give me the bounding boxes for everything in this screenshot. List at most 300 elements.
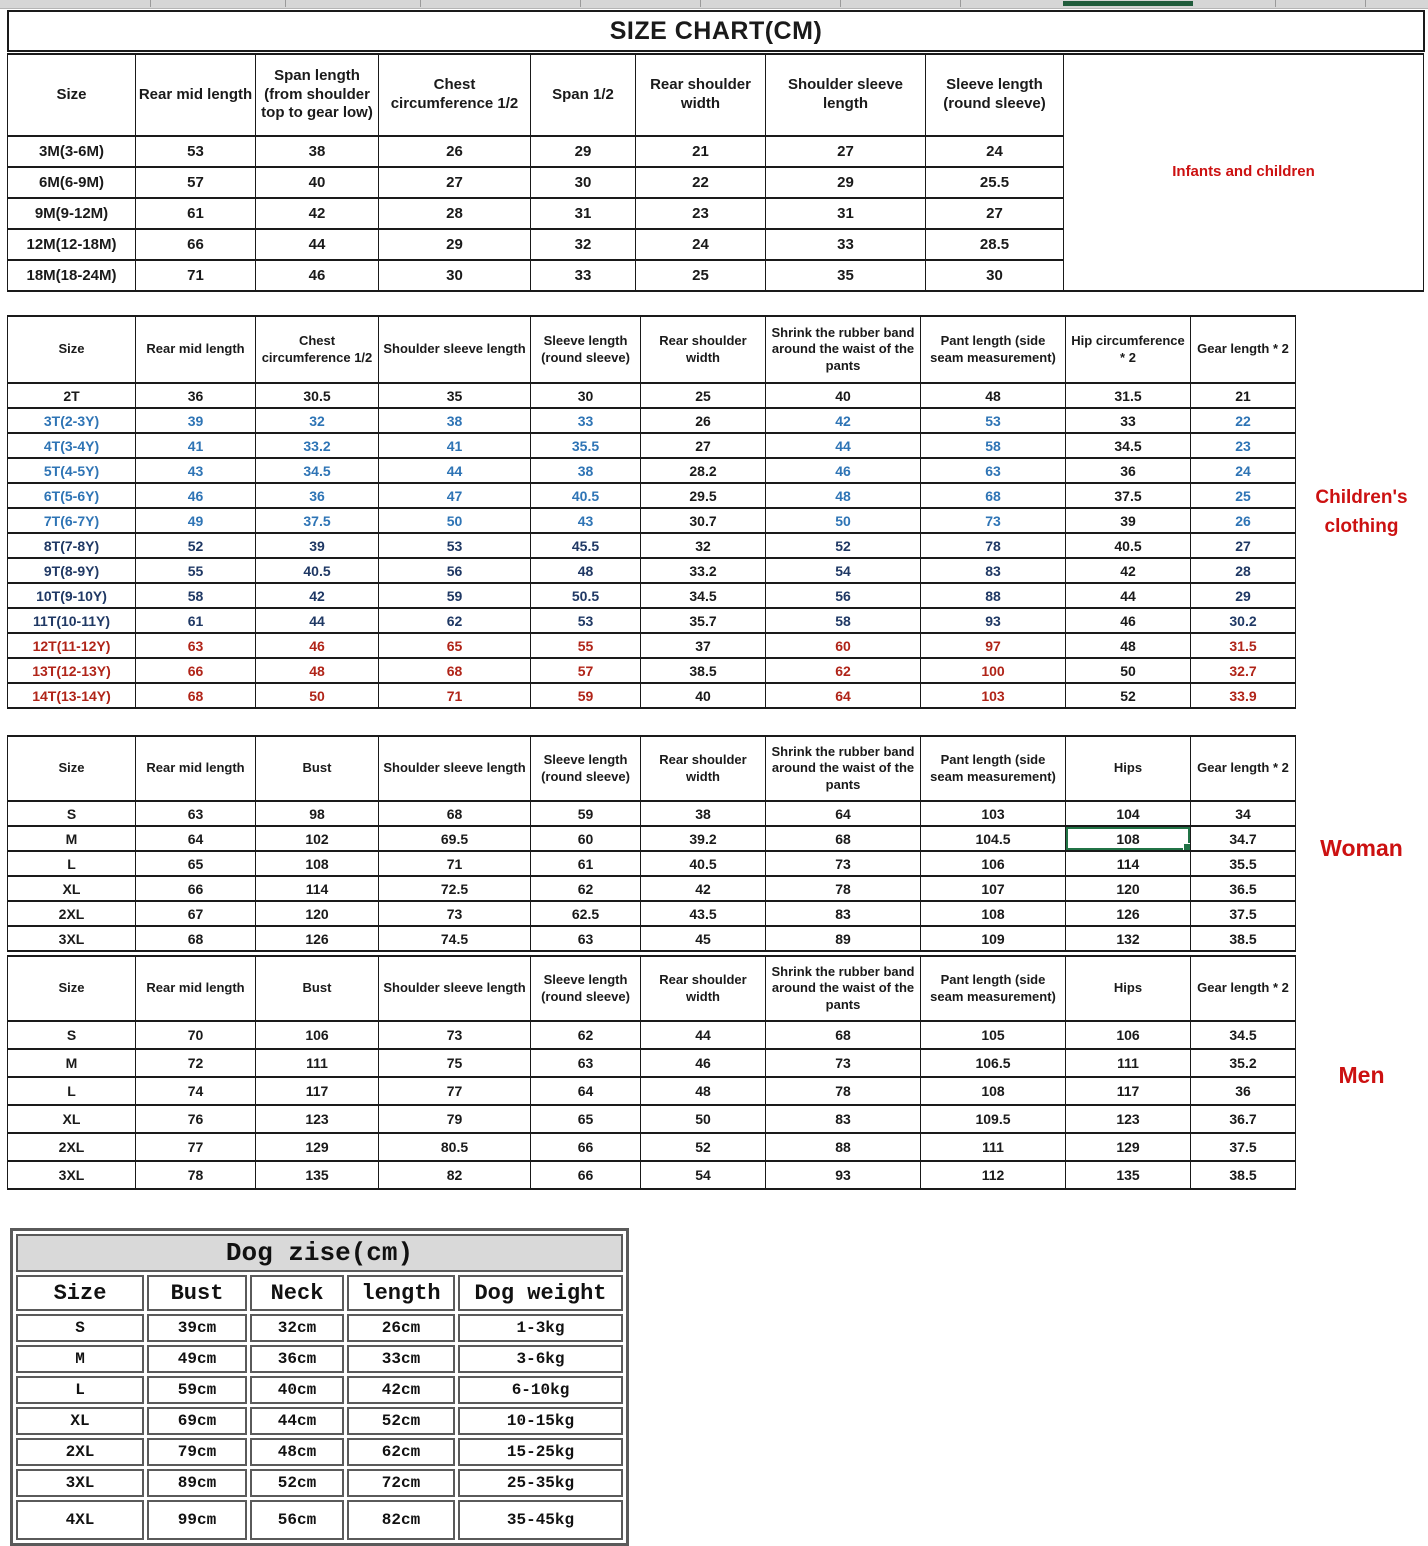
data-table bbox=[7, 955, 1296, 1190]
value-cell: 82cm bbox=[347, 1500, 455, 1540]
size-cell: 10T(9-10Y) bbox=[8, 583, 136, 608]
value-cell: 34.5 bbox=[1191, 1021, 1296, 1049]
value-cell: 52 bbox=[641, 1133, 766, 1161]
table-row bbox=[8, 851, 1296, 876]
value-cell: 89 bbox=[766, 926, 921, 951]
column-header: Size bbox=[8, 316, 136, 383]
value-cell: 50 bbox=[256, 683, 379, 708]
value-cell: 80.5 bbox=[379, 1133, 531, 1161]
value-cell: 27 bbox=[926, 198, 1064, 229]
size-cell: 5T(4-5Y) bbox=[8, 458, 136, 483]
size-cell: 3XL bbox=[8, 1161, 136, 1189]
value-cell: 106 bbox=[256, 1021, 379, 1049]
value-cell: 73 bbox=[379, 901, 531, 926]
value-cell: 63 bbox=[921, 458, 1066, 483]
value-cell: 26 bbox=[379, 136, 531, 167]
value-cell: 30 bbox=[531, 383, 641, 408]
column-header: Shrink the rubber band around the waist of the pants bbox=[766, 736, 921, 801]
value-cell: 48 bbox=[766, 483, 921, 508]
infants-size-table bbox=[7, 53, 1424, 292]
grid-top-strip bbox=[0, 0, 1428, 9]
value-cell: 129 bbox=[256, 1133, 379, 1161]
value-cell: 37.5 bbox=[1191, 901, 1296, 926]
table-row bbox=[8, 633, 1296, 658]
value-cell: 99cm bbox=[147, 1500, 247, 1540]
size-cell: M bbox=[8, 826, 136, 851]
value-cell: 102 bbox=[256, 826, 379, 851]
size-cell: 2XL bbox=[8, 901, 136, 926]
column-header: Pant length (side seam measurement) bbox=[921, 736, 1066, 801]
value-cell: 33 bbox=[531, 260, 636, 291]
size-cell: 4T(3-4Y) bbox=[8, 433, 136, 458]
value-cell: 33cm bbox=[347, 1345, 455, 1373]
column-header: Bust bbox=[147, 1275, 247, 1311]
value-cell: 59 bbox=[379, 583, 531, 608]
table-row bbox=[16, 1345, 623, 1373]
value-cell: 55 bbox=[136, 558, 256, 583]
value-cell: 40 bbox=[641, 683, 766, 708]
size-cell: 12T(11-12Y) bbox=[8, 633, 136, 658]
value-cell: 120 bbox=[1066, 876, 1191, 901]
men-size-table bbox=[7, 955, 1296, 1190]
value-cell: 111 bbox=[1066, 1049, 1191, 1077]
value-cell: 29 bbox=[379, 229, 531, 260]
value-cell: 48 bbox=[1066, 633, 1191, 658]
value-cell: 34 bbox=[1191, 801, 1296, 826]
size-cell: S bbox=[16, 1314, 144, 1342]
column-header: Shoulder sleeve length bbox=[379, 316, 531, 383]
value-cell: 135 bbox=[1066, 1161, 1191, 1189]
size-cell: 11T(10-11Y) bbox=[8, 608, 136, 633]
table-row bbox=[8, 1077, 1296, 1105]
value-cell: 35.5 bbox=[531, 433, 641, 458]
value-cell: 48 bbox=[641, 1077, 766, 1105]
value-cell: 38.5 bbox=[641, 658, 766, 683]
table-row bbox=[8, 583, 1296, 608]
value-cell: 42 bbox=[766, 408, 921, 433]
value-cell: 62 bbox=[531, 876, 641, 901]
value-cell: 31.5 bbox=[1066, 383, 1191, 408]
value-cell: 72.5 bbox=[379, 876, 531, 901]
value-cell: 32 bbox=[256, 408, 379, 433]
value-cell: 135 bbox=[256, 1161, 379, 1189]
value-cell: 30 bbox=[531, 167, 636, 198]
value-cell: 26cm bbox=[347, 1314, 455, 1342]
column-header: Shoulder sleeve length bbox=[766, 54, 926, 136]
column-header: Gear length * 2 bbox=[1191, 736, 1296, 801]
value-cell: 42 bbox=[256, 198, 379, 229]
size-cell: 3T(2-3Y) bbox=[8, 408, 136, 433]
value-cell: 49 bbox=[136, 508, 256, 533]
value-cell: 44cm bbox=[250, 1407, 344, 1435]
table-row bbox=[8, 876, 1296, 901]
value-cell: 30 bbox=[926, 260, 1064, 291]
table-row bbox=[8, 458, 1296, 483]
value-cell: 40cm bbox=[250, 1376, 344, 1404]
value-cell: 36cm bbox=[250, 1345, 344, 1373]
column-header: Size bbox=[16, 1275, 144, 1311]
value-cell: 28 bbox=[1191, 558, 1296, 583]
value-cell: 21 bbox=[636, 136, 766, 167]
size-cell: 2XL bbox=[8, 1133, 136, 1161]
column-header: Rear shoulder width bbox=[641, 956, 766, 1021]
value-cell: 30.5 bbox=[256, 383, 379, 408]
value-cell: 68 bbox=[379, 801, 531, 826]
value-cell: 65 bbox=[531, 1105, 641, 1133]
value-cell: 31 bbox=[531, 198, 636, 229]
value-cell: 56 bbox=[379, 558, 531, 583]
value-cell: 111 bbox=[256, 1049, 379, 1077]
value-cell: 39 bbox=[136, 408, 256, 433]
table-row bbox=[8, 1105, 1296, 1133]
value-cell: 34.7 bbox=[1191, 826, 1296, 851]
value-cell: 42 bbox=[256, 583, 379, 608]
column-header: Shoulder sleeve length bbox=[379, 956, 531, 1021]
column-header: Chest circumference 1/2 bbox=[379, 54, 531, 136]
size-cell: M bbox=[16, 1345, 144, 1373]
value-cell: 78 bbox=[766, 1077, 921, 1105]
value-cell: 123 bbox=[256, 1105, 379, 1133]
column-header: Gear length * 2 bbox=[1191, 316, 1296, 383]
table-row bbox=[8, 608, 1296, 633]
value-cell: 61 bbox=[136, 198, 256, 229]
value-cell: 37.5 bbox=[256, 508, 379, 533]
value-cell: 33 bbox=[531, 408, 641, 433]
value-cell: 104 bbox=[1066, 801, 1191, 826]
value-cell: 15-25kg bbox=[458, 1438, 623, 1466]
value-cell: 117 bbox=[1066, 1077, 1191, 1105]
selected-column-indicator bbox=[1063, 1, 1193, 6]
size-cell: XL bbox=[8, 876, 136, 901]
value-cell: 38.5 bbox=[1191, 1161, 1296, 1189]
size-cell: L bbox=[16, 1376, 144, 1404]
value-cell: 42cm bbox=[347, 1376, 455, 1404]
value-cell: 82 bbox=[379, 1161, 531, 1189]
value-cell: 30.2 bbox=[1191, 608, 1296, 633]
data-table bbox=[7, 735, 1296, 952]
value-cell: 46 bbox=[256, 633, 379, 658]
value-cell: 43 bbox=[136, 458, 256, 483]
value-cell: 100 bbox=[921, 658, 1066, 683]
value-cell: 59 bbox=[531, 801, 641, 826]
value-cell: 22 bbox=[1191, 408, 1296, 433]
value-cell: 24 bbox=[636, 229, 766, 260]
size-cell: 6T(5-6Y) bbox=[8, 483, 136, 508]
size-cell: L bbox=[8, 851, 136, 876]
value-cell: 65 bbox=[379, 633, 531, 658]
data-table bbox=[7, 53, 1424, 292]
value-cell: 28 bbox=[379, 198, 531, 229]
grid-tick bbox=[285, 0, 286, 7]
value-cell: 73 bbox=[766, 851, 921, 876]
column-header: Pant length (side seam measurement) bbox=[921, 316, 1066, 383]
value-cell: 10-15kg bbox=[458, 1407, 623, 1435]
value-cell: 50 bbox=[766, 508, 921, 533]
value-cell: 39 bbox=[1066, 508, 1191, 533]
value-cell: 33.2 bbox=[256, 433, 379, 458]
value-cell: 52cm bbox=[250, 1469, 344, 1497]
value-cell: 23 bbox=[1191, 433, 1296, 458]
table-row bbox=[8, 1133, 1296, 1161]
value-cell: 37.5 bbox=[1066, 483, 1191, 508]
table-row bbox=[8, 483, 1296, 508]
value-cell: 63 bbox=[136, 633, 256, 658]
value-cell: 27 bbox=[1191, 533, 1296, 558]
value-cell: 64 bbox=[136, 826, 256, 851]
value-cell: 31.5 bbox=[1191, 633, 1296, 658]
value-cell: 69cm bbox=[147, 1407, 247, 1435]
size-cell: 3XL bbox=[16, 1469, 144, 1497]
value-cell: 25 bbox=[636, 260, 766, 291]
value-cell: 63 bbox=[531, 926, 641, 951]
value-cell: 78 bbox=[921, 533, 1066, 558]
value-cell: 50.5 bbox=[531, 583, 641, 608]
size-cell: 3XL bbox=[8, 926, 136, 951]
value-cell: 56cm bbox=[250, 1500, 344, 1540]
value-cell: 34.5 bbox=[1066, 433, 1191, 458]
table-row bbox=[16, 1438, 623, 1466]
value-cell: 109 bbox=[921, 926, 1066, 951]
value-cell: 103 bbox=[921, 683, 1066, 708]
value-cell: 30 bbox=[379, 260, 531, 291]
column-header: Shrink the rubber band around the waist of the pants bbox=[766, 316, 921, 383]
value-cell: 114 bbox=[1066, 851, 1191, 876]
table-row bbox=[8, 901, 1296, 926]
column-header: Span length (from shoulder top to gear low) bbox=[256, 54, 379, 136]
size-cell: 8T(7-8Y) bbox=[8, 533, 136, 558]
column-header: Bust bbox=[256, 736, 379, 801]
value-cell: 73 bbox=[379, 1021, 531, 1049]
value-cell: 36.5 bbox=[1191, 876, 1296, 901]
value-cell: 78 bbox=[766, 876, 921, 901]
table-row bbox=[8, 1161, 1296, 1189]
value-cell: 58 bbox=[921, 433, 1066, 458]
column-header: Size bbox=[8, 54, 136, 136]
table-row bbox=[8, 1049, 1296, 1077]
value-cell: 1-3kg bbox=[458, 1314, 623, 1342]
value-cell: 109.5 bbox=[921, 1105, 1066, 1133]
value-cell: 126 bbox=[256, 926, 379, 951]
value-cell: 39 bbox=[256, 533, 379, 558]
value-cell: 44 bbox=[641, 1021, 766, 1049]
column-header: Dog weight bbox=[458, 1275, 623, 1311]
value-cell: 105 bbox=[921, 1021, 1066, 1049]
value-cell: 39cm bbox=[147, 1314, 247, 1342]
value-cell: 123 bbox=[1066, 1105, 1191, 1133]
value-cell: 66 bbox=[136, 229, 256, 260]
column-header: Shoulder sleeve length bbox=[379, 736, 531, 801]
value-cell: 25 bbox=[1191, 483, 1296, 508]
value-cell: 36 bbox=[136, 383, 256, 408]
value-cell: 40.5 bbox=[531, 483, 641, 508]
column-header: Rear mid length bbox=[136, 54, 256, 136]
size-cell: XL bbox=[16, 1407, 144, 1435]
value-cell: 68 bbox=[136, 683, 256, 708]
value-cell: 40 bbox=[256, 167, 379, 198]
value-cell: 38.5 bbox=[1191, 926, 1296, 951]
value-cell: 64 bbox=[531, 1077, 641, 1105]
value-cell: 71 bbox=[136, 260, 256, 291]
value-cell: 93 bbox=[921, 608, 1066, 633]
value-cell: 62cm bbox=[347, 1438, 455, 1466]
value-cell: 74 bbox=[136, 1077, 256, 1105]
size-chart-title-bar bbox=[7, 10, 1425, 52]
value-cell: 36 bbox=[1066, 458, 1191, 483]
table-row bbox=[8, 558, 1296, 583]
value-cell: 28.5 bbox=[926, 229, 1064, 260]
value-cell: 69.5 bbox=[379, 826, 531, 851]
value-cell: 44 bbox=[379, 458, 531, 483]
value-cell: 57 bbox=[136, 167, 256, 198]
table-row bbox=[8, 433, 1296, 458]
value-cell: 40.5 bbox=[1066, 533, 1191, 558]
value-cell: 46 bbox=[256, 260, 379, 291]
column-header: Hip circumference * 2 bbox=[1066, 316, 1191, 383]
selected-cell: 108 bbox=[1066, 826, 1191, 851]
value-cell: 68 bbox=[136, 926, 256, 951]
value-cell: 25.5 bbox=[926, 167, 1064, 198]
column-header: Pant length (side seam measurement) bbox=[921, 956, 1066, 1021]
value-cell: 120 bbox=[256, 901, 379, 926]
value-cell: 40.5 bbox=[256, 558, 379, 583]
value-cell: 3-6kg bbox=[458, 1345, 623, 1373]
value-cell: 68 bbox=[921, 483, 1066, 508]
size-cell: S bbox=[8, 801, 136, 826]
value-cell: 26 bbox=[1191, 508, 1296, 533]
table-row bbox=[8, 926, 1296, 951]
value-cell: 61 bbox=[136, 608, 256, 633]
value-cell: 88 bbox=[766, 1133, 921, 1161]
value-cell: 37 bbox=[641, 633, 766, 658]
column-header: Neck bbox=[250, 1275, 344, 1311]
value-cell: 60 bbox=[531, 826, 641, 851]
table-row bbox=[8, 508, 1296, 533]
table-row bbox=[8, 826, 1296, 851]
value-cell: 38 bbox=[379, 408, 531, 433]
column-header: Rear shoulder width bbox=[641, 316, 766, 383]
value-cell: 32.7 bbox=[1191, 658, 1296, 683]
column-header: Size bbox=[8, 736, 136, 801]
grid-tick bbox=[840, 0, 841, 7]
size-cell: 7T(6-7Y) bbox=[8, 508, 136, 533]
value-cell: 54 bbox=[641, 1161, 766, 1189]
value-cell: 24 bbox=[926, 136, 1064, 167]
dog-table bbox=[10, 1228, 629, 1546]
value-cell: 40 bbox=[766, 383, 921, 408]
value-cell: 117 bbox=[256, 1077, 379, 1105]
value-cell: 24 bbox=[1191, 458, 1296, 483]
value-cell: 41 bbox=[136, 433, 256, 458]
value-cell: 23 bbox=[636, 198, 766, 229]
size-cell: 13T(12-13Y) bbox=[8, 658, 136, 683]
table-row bbox=[8, 383, 1296, 408]
value-cell: 106.5 bbox=[921, 1049, 1066, 1077]
grid-tick bbox=[150, 0, 151, 7]
value-cell: 35.7 bbox=[641, 608, 766, 633]
size-cell: 3M(3-6M) bbox=[8, 136, 136, 167]
column-header: Sleeve length (round sleeve) bbox=[531, 316, 641, 383]
value-cell: 31 bbox=[766, 198, 926, 229]
value-cell: 68 bbox=[766, 826, 921, 851]
value-cell: 32cm bbox=[250, 1314, 344, 1342]
children-size-table bbox=[7, 315, 1296, 709]
value-cell: 83 bbox=[766, 1105, 921, 1133]
column-header: Sleeve length (round sleeve) bbox=[926, 54, 1064, 136]
value-cell: 26 bbox=[641, 408, 766, 433]
value-cell: 35.2 bbox=[1191, 1049, 1296, 1077]
value-cell: 35-45kg bbox=[458, 1500, 623, 1540]
value-cell: 111 bbox=[921, 1133, 1066, 1161]
value-cell: 52cm bbox=[347, 1407, 455, 1435]
value-cell: 53 bbox=[136, 136, 256, 167]
table-row bbox=[16, 1407, 623, 1435]
column-header: Bust bbox=[256, 956, 379, 1021]
table-row bbox=[8, 801, 1296, 826]
value-cell: 74.5 bbox=[379, 926, 531, 951]
value-cell: 62 bbox=[766, 658, 921, 683]
table-row bbox=[16, 1376, 623, 1404]
value-cell: 93 bbox=[766, 1161, 921, 1189]
value-cell: 52 bbox=[136, 533, 256, 558]
value-cell: 56 bbox=[766, 583, 921, 608]
column-header: Chest circumference 1/2 bbox=[256, 316, 379, 383]
table-row bbox=[8, 408, 1296, 433]
value-cell: 25 bbox=[641, 383, 766, 408]
woman-label: Woman bbox=[1320, 835, 1403, 861]
value-cell: 61 bbox=[531, 851, 641, 876]
value-cell: 108 bbox=[256, 851, 379, 876]
size-cell: 4XL bbox=[16, 1500, 144, 1540]
men-label: Men bbox=[1338, 1062, 1385, 1088]
value-cell: 40.5 bbox=[641, 851, 766, 876]
value-cell: 36.7 bbox=[1191, 1105, 1296, 1133]
value-cell: 43.5 bbox=[641, 901, 766, 926]
grid-tick bbox=[580, 0, 581, 7]
value-cell: 107 bbox=[921, 876, 1066, 901]
value-cell: 36 bbox=[1191, 1077, 1296, 1105]
table-row bbox=[8, 683, 1296, 708]
value-cell: 33.2 bbox=[641, 558, 766, 583]
size-cell: 18M(18-24M) bbox=[8, 260, 136, 291]
value-cell: 29 bbox=[766, 167, 926, 198]
value-cell: 36 bbox=[256, 483, 379, 508]
value-cell: 68 bbox=[379, 658, 531, 683]
value-cell: 68 bbox=[766, 1021, 921, 1049]
grid-tick bbox=[700, 0, 701, 7]
size-cell: XL bbox=[8, 1105, 136, 1133]
value-cell: 76 bbox=[136, 1105, 256, 1133]
value-cell: 72 bbox=[136, 1049, 256, 1077]
value-cell: 65 bbox=[136, 851, 256, 876]
children-clothing-label: Children's clothing bbox=[1315, 487, 1408, 538]
value-cell: 38 bbox=[531, 458, 641, 483]
value-cell: 104.5 bbox=[921, 826, 1066, 851]
value-cell: 47 bbox=[379, 483, 531, 508]
value-cell: 28.2 bbox=[641, 458, 766, 483]
value-cell: 79cm bbox=[147, 1438, 247, 1466]
column-header: Rear shoulder width bbox=[636, 54, 766, 136]
value-cell: 77 bbox=[136, 1133, 256, 1161]
table-row bbox=[8, 658, 1296, 683]
value-cell: 71 bbox=[379, 851, 531, 876]
value-cell: 89cm bbox=[147, 1469, 247, 1497]
value-cell: 52 bbox=[1066, 683, 1191, 708]
value-cell: 106 bbox=[921, 851, 1066, 876]
value-cell: 62 bbox=[531, 1021, 641, 1049]
value-cell: 64 bbox=[766, 801, 921, 826]
value-cell: 70 bbox=[136, 1021, 256, 1049]
value-cell: 35 bbox=[766, 260, 926, 291]
